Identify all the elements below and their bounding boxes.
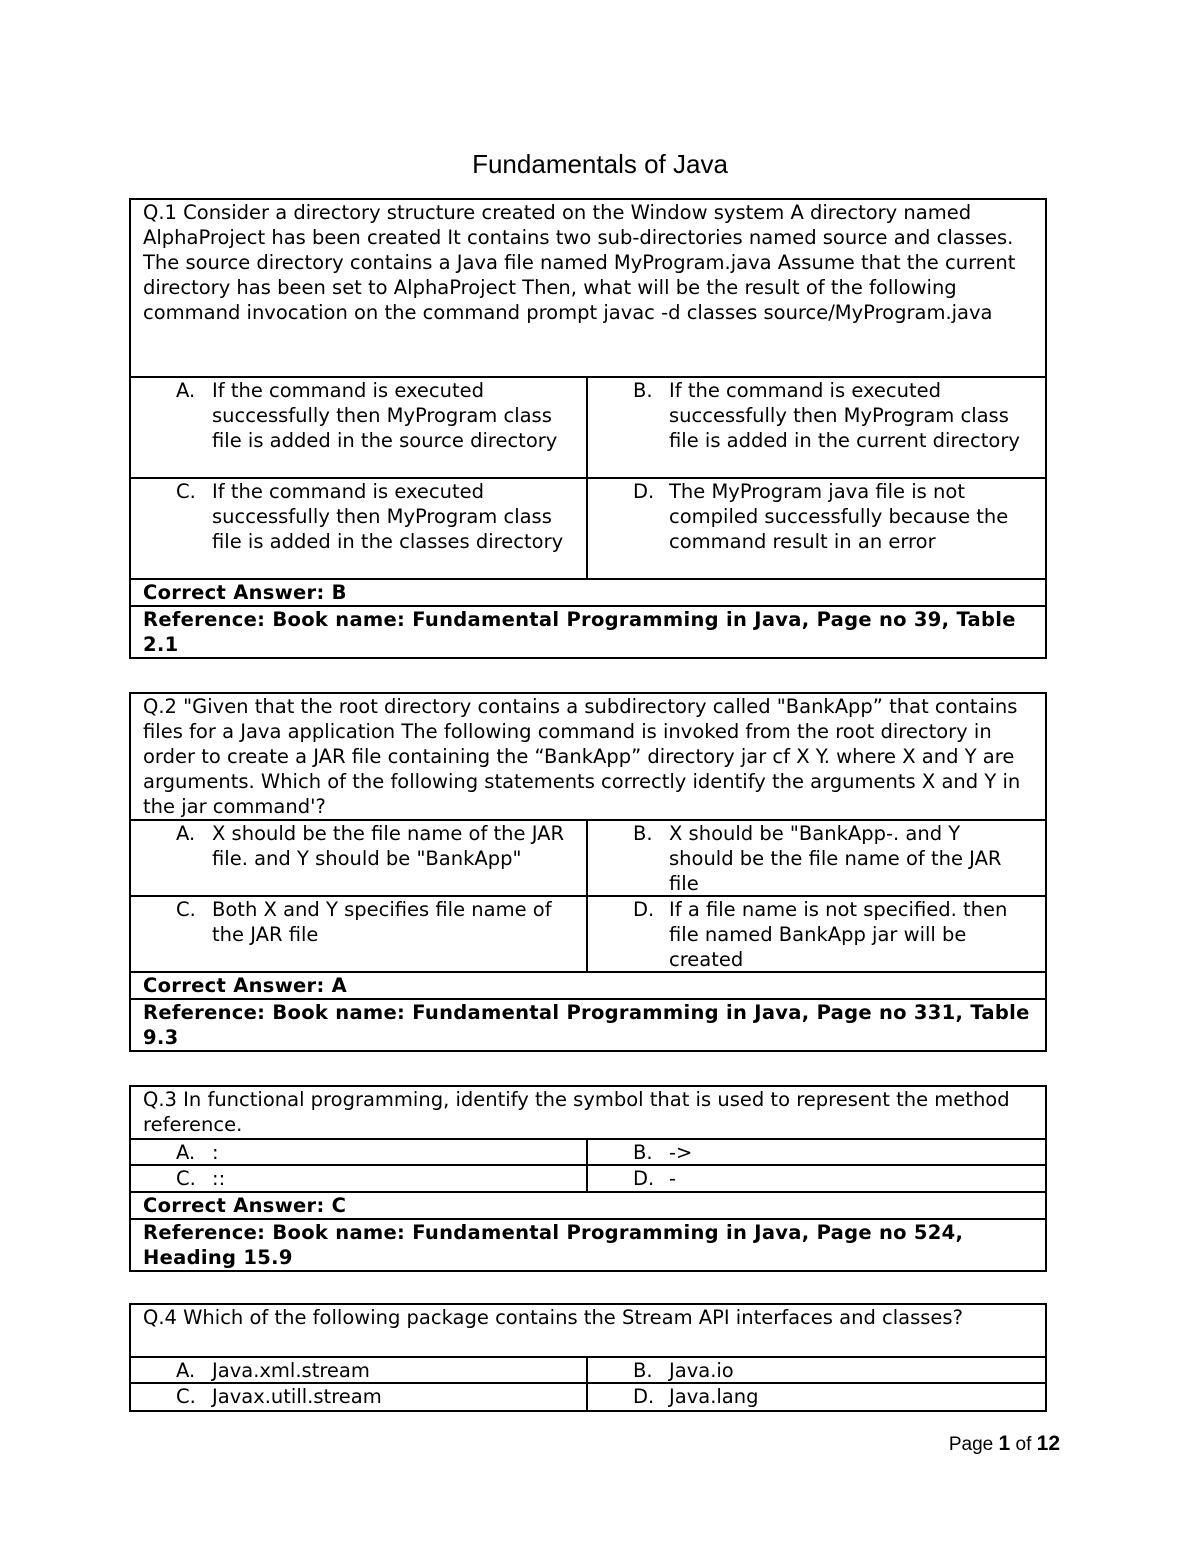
question-1-option-d	[588, 479, 1045, 578]
option-letter: B.	[633, 822, 653, 845]
question-3-options-row-2	[131, 1166, 1045, 1193]
question-2-options-row-1	[131, 821, 1045, 897]
question-3-table	[129, 1085, 1047, 1272]
question-2-option-c	[131, 897, 588, 971]
option-text: If the command is executed successfully then MyProgram class file is added in the current directory	[669, 379, 1020, 452]
question-1-option-a	[131, 378, 588, 477]
option-letter: D.	[633, 898, 655, 921]
page-total: 12	[1036, 1432, 1060, 1455]
of-label: of	[1015, 1434, 1032, 1455]
option-letter: B.	[633, 1141, 653, 1164]
option-text: If the command is executed successfully then MyProgram class file is added in the classes directory	[212, 480, 564, 553]
option-text: -	[669, 1167, 677, 1190]
option-letter: A.	[176, 379, 196, 402]
page-current: 1	[998, 1432, 1011, 1455]
question-1-answer: Correct Answer: B	[131, 580, 1045, 607]
question-2-text: Q.2 "Given that the root directory contains a subdirectory called "BankApp” that contains files for a Java application The following command is invoked from the root directory in order to create a JAR file containing the “BankApp” directory jar cf X Y. where X and Y are arguments. Which of the following statements correctly identify the arguments X and Y in the jar command'?	[131, 694, 1045, 821]
question-3-option-b	[588, 1140, 1045, 1164]
question-3-options-row-1	[131, 1140, 1045, 1166]
question-4-option-b	[588, 1358, 1045, 1382]
question-3-option-d	[588, 1166, 1045, 1191]
question-1-option-b	[588, 378, 1045, 477]
option-letter: C.	[176, 1167, 196, 1190]
question-1-text: Q.1 Consider a directory structure created on the Window system A directory named AlphaProject has been created It contains two sub-directories named source and classes. The source directory contains a Java file named MyProgram.java Assume that the current directory has been set to AlphaProject Then, what will be the result of the following command invocation on the command prompt javac -d classes source/MyProgram.java	[131, 200, 1045, 378]
option-text: X should be "BankApp-. and Y should be the file name of the JAR file	[669, 822, 1002, 895]
question-1-option-c	[131, 479, 588, 578]
option-letter: C.	[176, 1385, 196, 1408]
question-2-table	[129, 692, 1047, 1052]
option-text: ->	[669, 1141, 693, 1164]
question-1-reference: Reference: Book name: Fundamental Programming in Java, Page no 39, Table 2.1	[143, 608, 1016, 656]
option-letter: C.	[176, 898, 196, 921]
question-1-table	[129, 198, 1047, 659]
question-4-option-a	[131, 1358, 588, 1382]
option-letter: D.	[633, 480, 655, 503]
question-1-options-row-1	[131, 378, 1045, 479]
option-letter: D.	[633, 1385, 655, 1408]
option-text: Java.xml.stream	[212, 1359, 370, 1382]
option-text: Java.io	[669, 1359, 734, 1382]
question-3-answer: Correct Answer: C	[131, 1193, 1045, 1220]
option-text: X should be the file name of the JAR file. and Y should be "BankApp"	[212, 822, 565, 870]
option-letter: A.	[176, 822, 196, 845]
page-number-footer	[949, 1430, 1060, 1459]
question-3-option-a	[131, 1140, 588, 1164]
option-letter: B.	[633, 1359, 653, 1382]
question-2-answer: Correct Answer: A	[131, 973, 1045, 1000]
option-text: If the command is executed successfully then MyProgram class file is added in the source directory	[212, 379, 558, 452]
question-2-option-d	[588, 897, 1045, 971]
option-text: The MyProgram java file is not compiled successfully because the command result in an error	[669, 480, 1009, 553]
option-text: :	[212, 1141, 219, 1164]
option-letter: C.	[176, 480, 196, 503]
question-2-reference: Reference: Book name: Fundamental Programming in Java, Page no 331, Table 9.3	[143, 1001, 1030, 1049]
question-4-options-row-2	[131, 1384, 1045, 1410]
option-letter: A.	[176, 1359, 196, 1382]
question-3-option-c	[131, 1166, 588, 1191]
option-letter: A.	[176, 1141, 196, 1164]
question-4-table	[129, 1303, 1047, 1412]
option-letter: D.	[633, 1167, 655, 1190]
option-text: Java.lang	[669, 1385, 759, 1408]
question-3-reference: Reference: Book name: Fundamental Programming in Java, Page no 524, Heading 15.9	[143, 1221, 964, 1269]
question-1-options-row-2	[131, 479, 1045, 580]
option-letter: B.	[633, 379, 653, 402]
option-text: Both X and Y specifies file name of the JAR file	[212, 898, 552, 946]
document-title: Fundamentals of Java	[472, 149, 728, 179]
question-4-option-c	[131, 1384, 588, 1410]
question-2-option-a	[131, 821, 588, 895]
option-text: Javax.utill.stream	[212, 1385, 382, 1408]
question-2-option-b	[588, 821, 1045, 895]
question-4-options-row-1	[131, 1358, 1045, 1384]
question-4-text: Q.4 Which of the following package contains the Stream API interfaces and classes?	[131, 1305, 1045, 1358]
option-text: If a file name is not specified. then file named BankApp jar will be created	[669, 898, 1008, 971]
page-label: Page	[948, 1434, 994, 1455]
option-text: ::	[212, 1167, 226, 1190]
question-2-options-row-2	[131, 897, 1045, 973]
question-4-option-d	[588, 1384, 1045, 1410]
question-3-text: Q.3 In functional programming, identify the symbol that is used to represent the method reference.	[131, 1087, 1045, 1140]
